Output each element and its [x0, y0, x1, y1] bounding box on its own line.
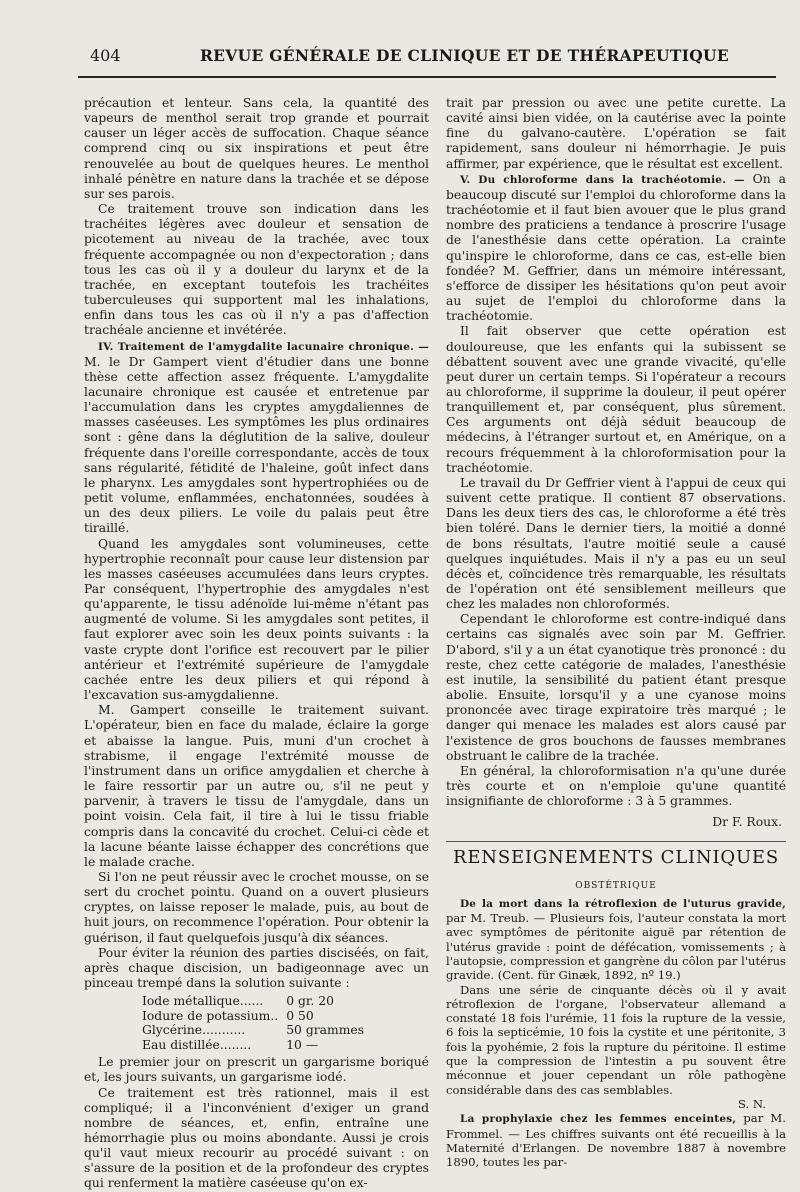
ingredient-qty: 0 gr. 20	[286, 994, 334, 1009]
header-rule	[78, 76, 776, 78]
page-header	[0, 40, 800, 76]
prescription-formula	[142, 994, 372, 1052]
paragraph: précaution et lenteur. Sans cela, la quantité des vapeurs de menthol serait trop grande et pourrait causer un léger accès de suffocation. Chaque séance comprend cinq ou six inspirations et peut être renouvelée au bout de quelques heures. Le menthol inhalé pénètre en nature dans la trachée et se dépose sur ses parois.	[84, 96, 429, 201]
paragraph: Pour éviter la réunion des parties disciséés, on fait, après chaque discision, un badigeonnage avec un pinceau trempé dans la solution suivante :	[84, 945, 429, 991]
clinical-notes	[446, 896, 786, 1170]
note-text: par M. Treub. — Plusieurs fois, l'auteur constata la mort avec symptômes de péritonite aiguë par rétention de l'utérus gravide : point de défécation, vomissements ; à l'autopsie, compression et gangrène du côlon par l'utérus gravide. (Cent. für Ginæk, 1892, nº 19.)	[446, 911, 786, 983]
note-paragraph	[446, 1111, 786, 1169]
note-paragraph: Dans une série de cinquante décès où il y avait rétroflexion de l'organe, l'observateur allemand a constaté 18 fois l'urémie, 11 fois la rupture de la vessie, 6 fois la septicémie, 10 fois la cystite et une péritonite, 3 fois la pyohémie, 2 fois la rupture du péritoine. Il estime que la compression de l'intestin a pu souvent être méconnue et jouer cependant un rôle pathogène considérable dans des cas semblables.	[446, 982, 786, 1097]
note-signature: S. N.	[738, 1096, 766, 1111]
subsection-title: OBSTÉTRIQUE	[575, 880, 657, 891]
right-column	[446, 96, 786, 1169]
section-heading: IV. Traitement de l'amygdalite lacunaire chronique. —	[98, 340, 429, 353]
ingredient-qty: 0 50	[286, 1008, 314, 1023]
paragraph: Cependant le chloroforme est contre-indiqué dans certains cas signalés avec soin par M. Geffrier. D'abord, s'il y a un état cyanotique très prononcé : du reste, chez cette catégorie de malades, l'anesthésie est inutile, la sensibilité du patient étant presque abolie. Ensuite, lorsqu'il y a une cyanose moins prononcée avec tirage expiratoire très marqué ; le danger qui menace les malades est alors causé par l'existence de gros bouchons de fausses membranes obstruant le calibre de la trachée.	[446, 612, 786, 763]
section-divider	[446, 841, 786, 842]
ingredient-name: Iodure de potassium..	[142, 1008, 279, 1023]
ingredient-name: Glycérine...........	[142, 1023, 246, 1038]
paragraph: En général, la chloroformisation n'a qu'une durée très courte et on n'emploie qu'une quantité insignifiante de chloroforme : 3 à 5 grammes.	[446, 763, 786, 809]
formula-row	[142, 1009, 372, 1024]
page-number: 404	[90, 46, 121, 65]
ingredient-qty: 50 grammes	[286, 1023, 365, 1038]
ingredient-qty: 10 —	[286, 1037, 319, 1052]
author-signature: Dr F. Roux.	[712, 815, 782, 830]
section-heading: V. Du chloroforme dans la trachéotomie. —	[460, 173, 745, 186]
formula-row	[142, 1038, 372, 1053]
section-paragraph	[84, 339, 429, 537]
paragraph: Quand les amygdales sont volumineuses, cette hypertrophie reconnaît pour cause leur distension par les masses caséeuses accumulées dans leurs cryptes. Par conséquent, l'hypertrophie des amygdales n'est qu'apparente, le tissu adénoïde lui-même n'étant pas augmenté de volume. Si les amygdales sont petites, il faut explorer avec soin les deux points suivants : la vaste crypte dont l'orifice est recouvert par le pilier antérieur et l'extrémité supérieure de l'amygdale cachée entre les deux piliers et qui répond à l'excavation sus-amygdalienne.	[84, 536, 429, 703]
note-heading: De la mort dans la rétroflexion de l'uturus gravide,	[460, 897, 786, 910]
formula-row	[142, 1023, 372, 1038]
paragraph: Ce traitement trouve son indication dans les trachéites légères avec douleur et sensation de picotement au niveau de la trachée, avec toux fréquente accompagnée ou non d'expectoration ; dans tous les cas où il y a douleur du larynx et de la trachée, en exceptant toutefois les trachéites tuberculeuses qui supportent mal les inhalations, enfin dans tous les cas où il n'y a pas d'affection trachéale ancienne et invétérée.	[84, 202, 429, 338]
section-title: RENSEIGNEMENTS CLINIQUES	[453, 846, 779, 868]
paragraph: trait par pression ou avec une petite curette. La cavité ainsi bien vidée, on la cautérise avec la pointe fine du galvano-cautère. L'opération se fait rapidement, sans douleur ni hémorrhagie. Je puis affirmer, par expérience, que le résultat est excellent.	[446, 96, 786, 171]
section-text: On a beaucoup discuté sur l'emploi du chloroforme dans la trachéotomie et il faut bien avouer que le plus grand nombre des praticiens a tendance à proscrire l'usage de l'anesthésie dans cette opération. La crainte qu'inspire le chloroforme, dans ce cas, est-elle bien fondée? M. Geffrier, dans un mémoire intéressant, s'efforce de dissiper les hésitations qu'on peut avoir au sujet de l'emploi du chloroforme dans la trachéotomie.	[446, 171, 786, 324]
ingredient-name: Iode métallique......	[142, 994, 264, 1009]
note-paragraph	[446, 896, 786, 983]
ingredient-name: Eau distillée........	[142, 1037, 252, 1052]
paragraph: Il fait observer que cette opération est douloureuse, que les enfants qui la subissent se débattent souvent avec une grande vivacité, qu'elle peut durer un certain temps. Si l'opérateur a recours au chloroforme, il supprime la douleur, il peut opérer tranquillement et, par conséquent, plus sûrement. Ces arguments ont déjà séduit beaucoup de médecins, à l'étranger surtout et, en Amérique, on a recours fréquemment à la chloroformisation pour la trachéotomie.	[446, 324, 786, 475]
running-title: REVUE GÉNÉRALE DE CLINIQUE ET DE THÉRAPEUTIQUE	[200, 46, 729, 65]
section-text: M. le Dr Gampert vient d'étudier dans une bonne thèse cette affection assez fréquente. L'amygdalite lacunaire chronique est causée et entretenue par l'accumulation dans les cryptes amygdaliennes de masses caséeuses. Les symptômes les plus ordinaires sont : gêne dans la déglutition de la salive, douleur fréquente dans l'oreille correspondante, accès de toux sans régularité, fétidité de l'haleine, goût infect dans le pharynx. Les amygdales sont hypertrophiées ou de petit volume, enflammées, enchatonnées, soudées à un des deux piliers. Le voile du palais peut être tiraillé.	[84, 354, 429, 536]
formula-row	[142, 994, 372, 1009]
note-heading: La prophylaxie chez les femmes enceintes,	[460, 1113, 737, 1126]
paragraph: M. Gampert conseille le traitement suivant. L'opérateur, bien en face du malade, éclaire la gorge et abaisse la langue. Puis, muni d'un crochet à strabisme, il engage l'extrémité mousse de l'instrument dans un orifice amygdalien et cherche à le faire ressortir par un autre ou, s'il ne peut y parvenir, à travers le tissu de l'amygdale, dans un point voisin. Cela fait, il tire à lui le tissu friable compris dans la concavité du crochet. Celui-ci cède et la lacune béante laisse échapper des concrétions que le malade crache.	[84, 703, 429, 869]
paragraph: Le travail du Dr Geffrier vient à l'appui de ceux qui suivent cette pratique. Il contient 87 observations. Dans les deux tiers des cas, le chloroforme a été très bien toléré. Dans le dernier tiers, la moitié a donné de bons résultats, l'autre moitié seule a causé quelques inquiétudes. Mais il n'y a pas eu un seul décès et, coïncidence très remarquable, les résultats de l'opération ont été sensiblement meilleurs que chez les malades non chloroformés.	[446, 475, 786, 612]
paragraph: Le premier jour on prescrit un gargarisme boriqué et, les jours suivants, un gargarisme iodé.	[84, 1055, 429, 1085]
section-paragraph	[446, 172, 786, 325]
note-text: par M. Frommel. — Les chiffres suivants ont été recueillis à la Maternité d'Erlangen. De novembre 1887 à novembre 1890, toutes les par-	[446, 1111, 786, 1170]
paragraph: Si l'on ne peut réussir avec le crochet mousse, on se sert du crochet pointu. Quand on a ouvert plusieurs cryptes, on laisse reposer le malade, puis, au bout de huit jours, on recommence l'opération. Pour obtenir la guérison, il faut quelquefois jusqu'à dix séances.	[84, 869, 429, 945]
paragraph: Ce traitement est très rationnel, mais il est compliqué; il a l'inconvénient d'exiger un grand nombre de séances, et, enfin, entraîne une hémorrhagie plus ou moins abondante. Aussi je crois qu'il vaut mieux recourir au procédé suivant : on s'assure de la position et de la profondeur des cryptes qui renferment la matière caséeuse qu'on ex-	[84, 1085, 429, 1191]
left-column	[84, 96, 429, 1192]
